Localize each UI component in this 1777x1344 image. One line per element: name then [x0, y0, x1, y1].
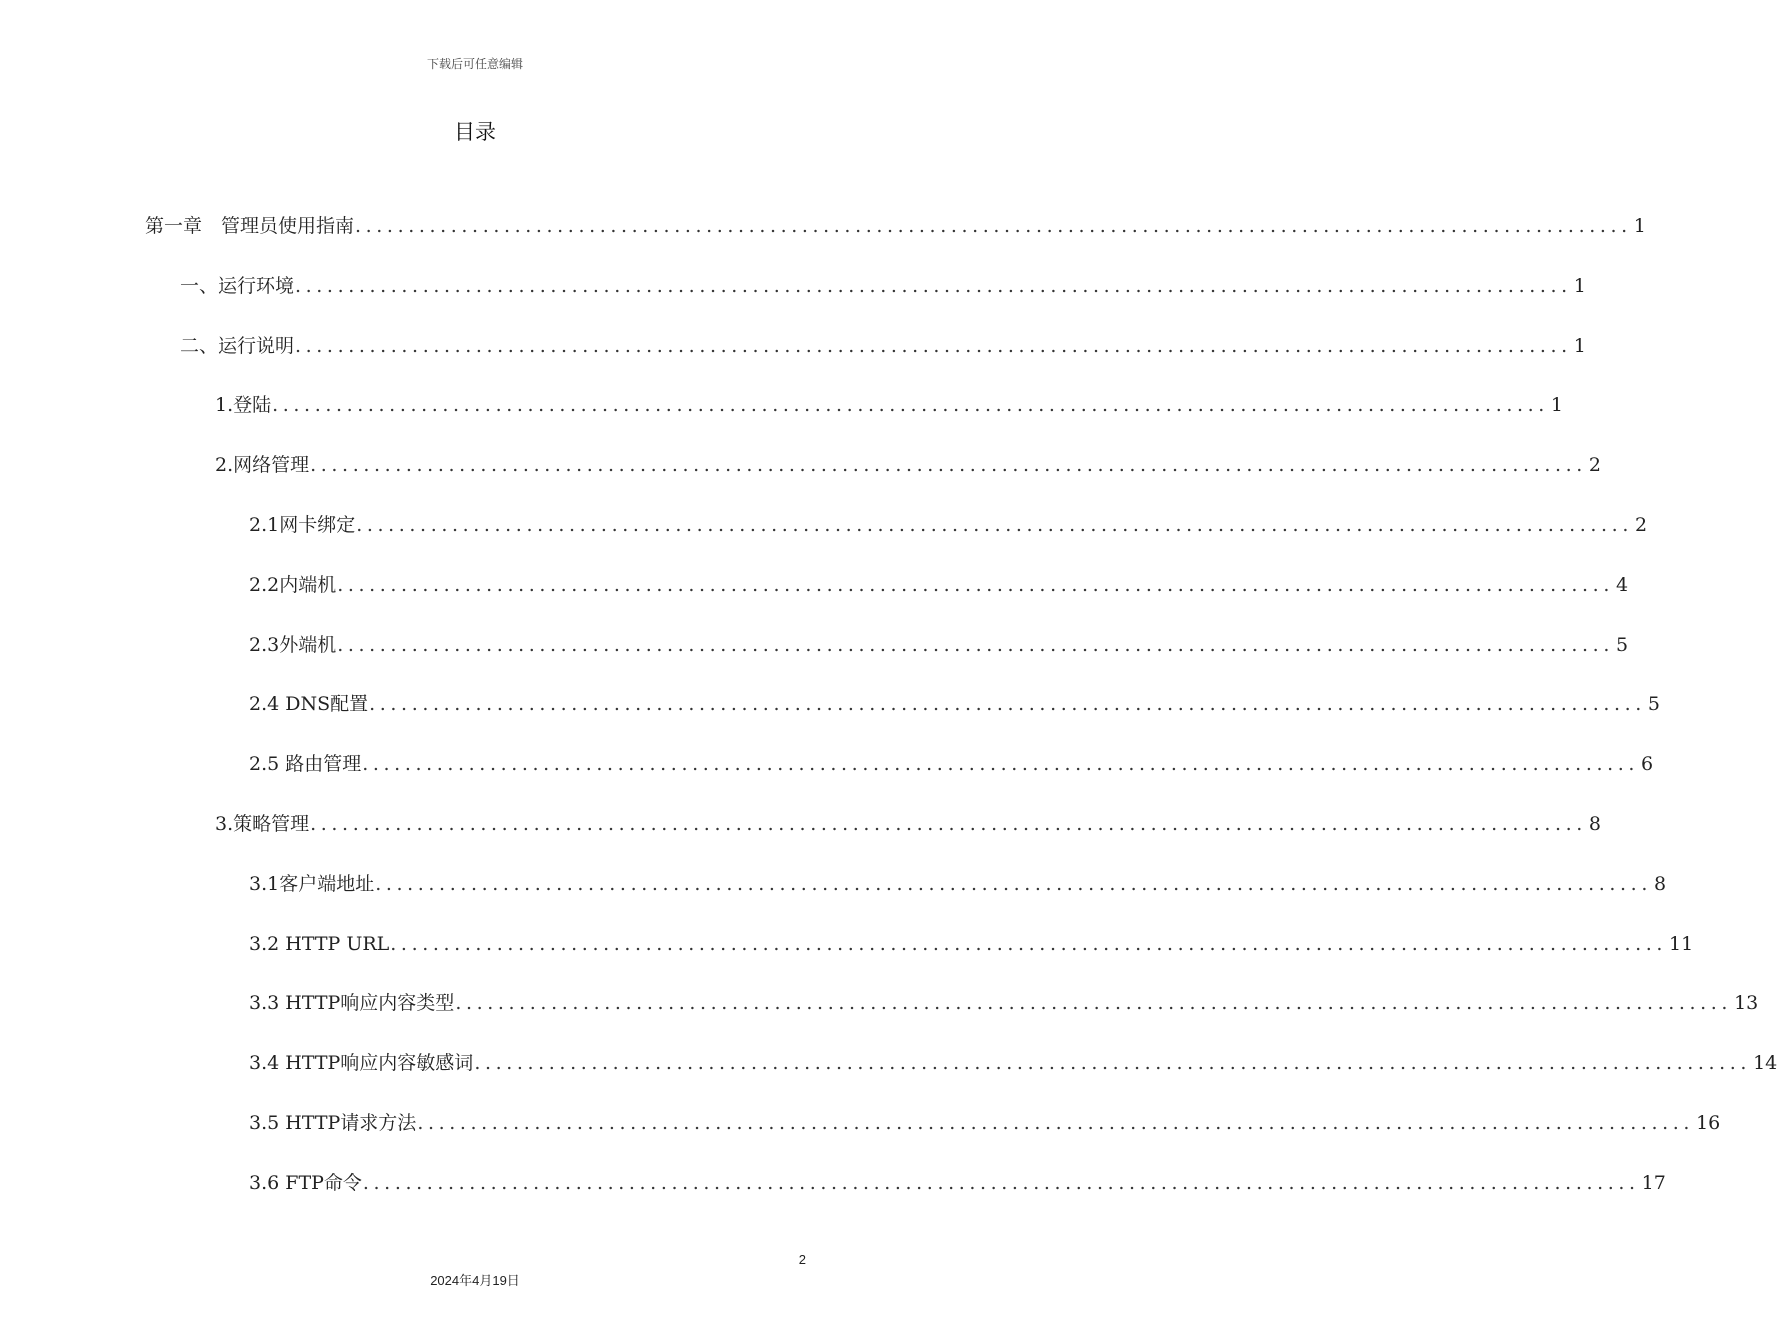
toc-entry-page: 2	[1588, 454, 1601, 476]
toc-title: 目录	[454, 120, 496, 144]
toc-entry-page: 4	[1615, 574, 1629, 596]
toc-dot-leader: ........................................................................................................................	[310, 454, 1587, 476]
toc-entry[interactable]	[249, 931, 1694, 957]
toc-entry[interactable]	[249, 512, 1648, 538]
toc-entry[interactable]	[249, 691, 1660, 717]
toc-entry[interactable]	[249, 990, 1759, 1016]
toc-dot-leader: ........................................................................................................................	[295, 275, 1572, 297]
toc-entry-page: 2	[1634, 514, 1648, 536]
toc-entry[interactable]	[180, 333, 1586, 359]
toc-entry[interactable]	[180, 273, 1586, 299]
toc-entry[interactable]	[249, 632, 1629, 658]
toc-entry-label: 第一章 管理员使用指南	[145, 215, 355, 237]
toc-entry-label: 2.2内端机	[249, 574, 337, 596]
toc-dot-leader: ........................................................................................................................	[375, 873, 1652, 895]
toc-dot-leader: ........................................................................................................................	[310, 813, 1587, 835]
toc-entry-label: 3.3 HTTP响应内容类型	[249, 992, 455, 1014]
toc-entry-label: 2.3外端机	[249, 634, 337, 656]
toc-entry[interactable]	[215, 392, 1563, 418]
toc-dot-leader: ........................................................................................................................	[355, 215, 1632, 237]
toc-entry-label: 2.5 路由管理	[249, 753, 362, 775]
toc-dot-leader: ........................................................................................................................	[390, 933, 1668, 955]
toc-entry[interactable]	[249, 1170, 1666, 1196]
toc-entry-label: 2.1网卡绑定	[249, 514, 356, 536]
toc-dot-leader: ........................................................................................................................	[474, 1052, 1752, 1074]
toc-entry-label: 2.4 DNS配置	[249, 693, 369, 715]
toc-entry-page: 1	[1550, 394, 1563, 416]
toc-entry-label: 3.6 FTP命令	[249, 1172, 362, 1194]
toc-entry[interactable]	[249, 572, 1629, 598]
toc-dot-leader: ........................................................................................................................	[362, 1172, 1640, 1194]
toc-entry-label: 3.4 HTTP响应内容敏感词	[249, 1052, 474, 1074]
toc-dot-leader: ........................................................................................................................	[337, 574, 1614, 596]
toc-entry-page: 1	[1573, 275, 1586, 297]
toc-entry-page: 13	[1734, 992, 1759, 1014]
footer-date: 2024年4月19日	[430, 1273, 520, 1288]
toc-entry-page: 5	[1615, 634, 1629, 656]
toc-entry-label: 1.登陆	[215, 394, 272, 416]
toc-entry-page: 11	[1669, 933, 1694, 955]
toc-entry[interactable]	[249, 1050, 1777, 1076]
toc-entry-page: 14	[1753, 1052, 1777, 1074]
toc-dot-leader: ........................................................................................................................	[295, 335, 1572, 357]
toc-dot-leader: ........................................................................................................................	[272, 394, 1549, 416]
toc-entry-label: 3.2 HTTP URL	[249, 933, 390, 955]
toc-entry[interactable]	[215, 811, 1601, 837]
toc-entry-page: 1	[1573, 335, 1586, 357]
toc-dot-leader: ........................................................................................................................	[369, 693, 1646, 715]
toc-entry-label: 2.网络管理	[215, 454, 310, 476]
toc-entry-label: 3.策略管理	[215, 813, 310, 835]
toc-entry-page: 8	[1588, 813, 1601, 835]
toc-entry-page: 6	[1641, 753, 1654, 775]
toc-entry-label: 3.1客户端地址	[249, 873, 375, 895]
toc-entry-page: 1	[1633, 215, 1646, 237]
toc-dot-leader: ........................................................................................................................	[417, 1112, 1695, 1134]
toc-entry-page: 16	[1696, 1112, 1721, 1134]
toc-entry-page: 5	[1647, 693, 1660, 715]
toc-entry-page: 17	[1641, 1172, 1666, 1194]
toc-entry-label: 3.5 HTTP请求方法	[249, 1112, 417, 1134]
toc-dot-leader: ........................................................................................................................	[362, 753, 1640, 775]
toc-entry[interactable]	[249, 1110, 1721, 1136]
toc-entry[interactable]	[145, 213, 1646, 239]
toc-dot-leader: ........................................................................................................................	[337, 634, 1614, 656]
toc-entry-page: 8	[1653, 873, 1667, 895]
toc-dot-leader: ........................................................................................................................	[356, 514, 1633, 536]
toc-entry[interactable]	[249, 871, 1667, 897]
toc-entry-label: 二、运行说明	[180, 335, 295, 357]
toc-dot-leader: ........................................................................................................................	[455, 992, 1733, 1014]
page-number: 2	[798, 1252, 806, 1267]
toc-entry[interactable]	[249, 751, 1654, 777]
toc-entry[interactable]	[215, 452, 1601, 478]
toc-entry-label: 一、运行环境	[180, 275, 295, 297]
page-header: 下载后可任意编辑	[426, 57, 523, 71]
